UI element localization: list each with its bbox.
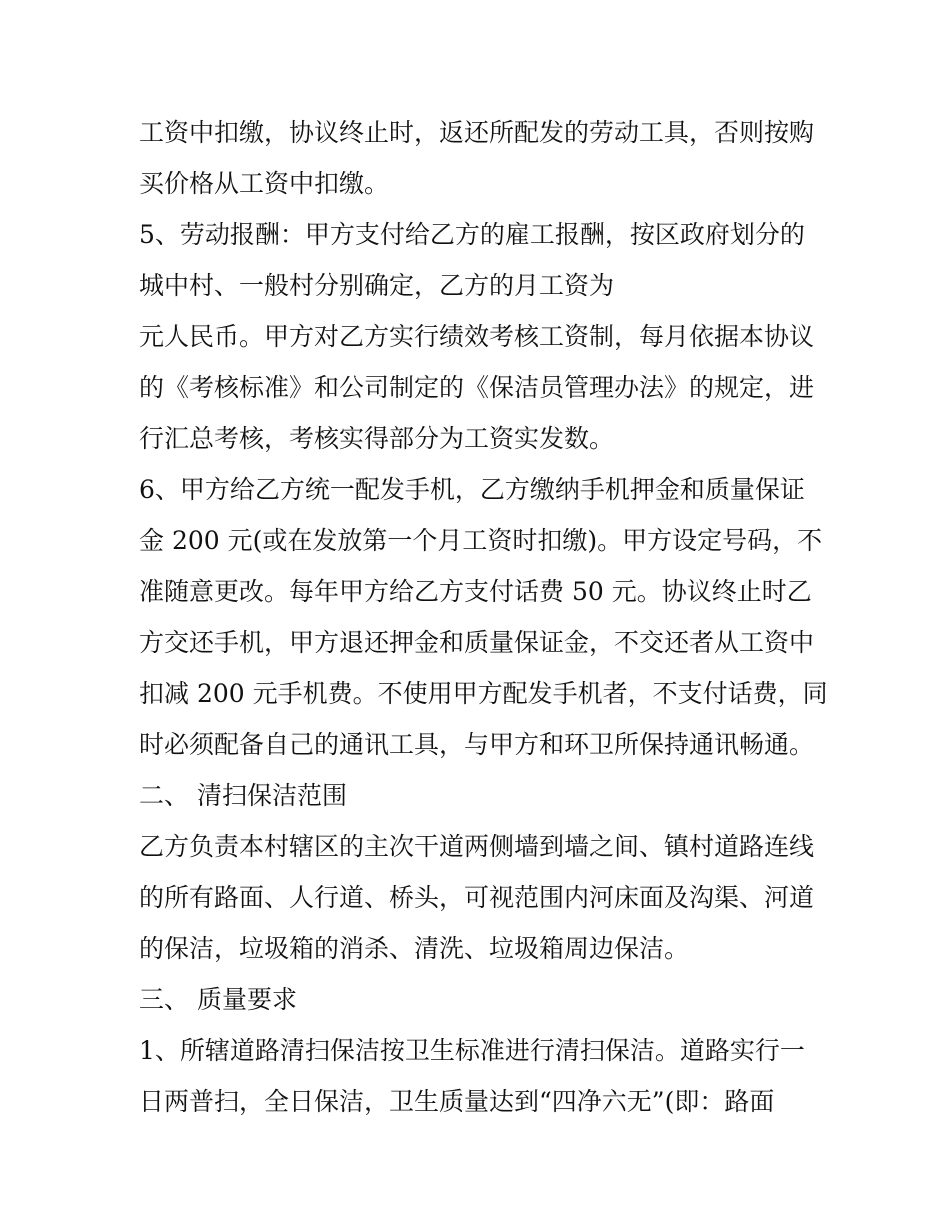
text-line: 1、所辖道路清扫保洁按卫生标准进行清扫保洁。道路实行一 [139,1036,805,1065]
text-line: 方交还手机，甲方退还押金和质量保证金，不交还者从工资中 [139,628,815,657]
text-line: 的保洁，垃圾箱的消杀、清洗、垃圾箱周边保洁。 [139,934,690,963]
text-line: 行汇总考核，考核实得部分为工资实发数。 [139,424,615,453]
document-body [139,107,828,1127]
text-line: 的所有路面、人行道、桥头，可视范围内河床面及沟渠、河道 [139,883,815,912]
text-line: 工资中扣缴，协议终止时，返还所配发的劳动工具，否则按购 [139,118,815,147]
text-line: 日两普扫，全日保洁，卫生质量达到“四净六无”(即：路面 [139,1087,775,1116]
section-heading: 二、 清扫保洁范围 [139,781,347,810]
text-line: 扣减 200 元手机费。不使用甲方配发手机者，不支付话费，同 [139,679,828,708]
text-line: 5、劳动报酬：甲方支付给乙方的雇工报酬，按区政府划分的 [139,220,805,249]
text-line: 准随意更改。每年甲方给乙方支付话费 50 元。协议终止时乙 [139,577,812,606]
text-line: 时必须配备自己的通讯工具，与甲方和环卫所保持通讯畅通。 [139,730,815,759]
text-line: 乙方负责本村辖区的主次干道两侧墙到墙之间、镇村道路连线 [139,832,815,861]
section-heading: 三、 质量要求 [139,985,297,1014]
text-line: 金 200 元(或在发放第一个月工资时扣缴)。甲方设定号码，不 [139,526,823,555]
text-line: 6、甲方给乙方统一配发手机，乙方缴纳手机押金和质量保证 [139,475,805,504]
text-line: 城中村、一般村分别确定，乙方的月工资为 [139,271,615,300]
text-line: 买价格从工资中扣缴。 [139,169,390,198]
text-line: 元人民币。甲方对乙方实行绩效考核工资制，每月依据本协议 [139,322,815,351]
text-line: 的《考核标准》和公司制定的《保洁员管理办法》的规定，进 [139,373,815,402]
